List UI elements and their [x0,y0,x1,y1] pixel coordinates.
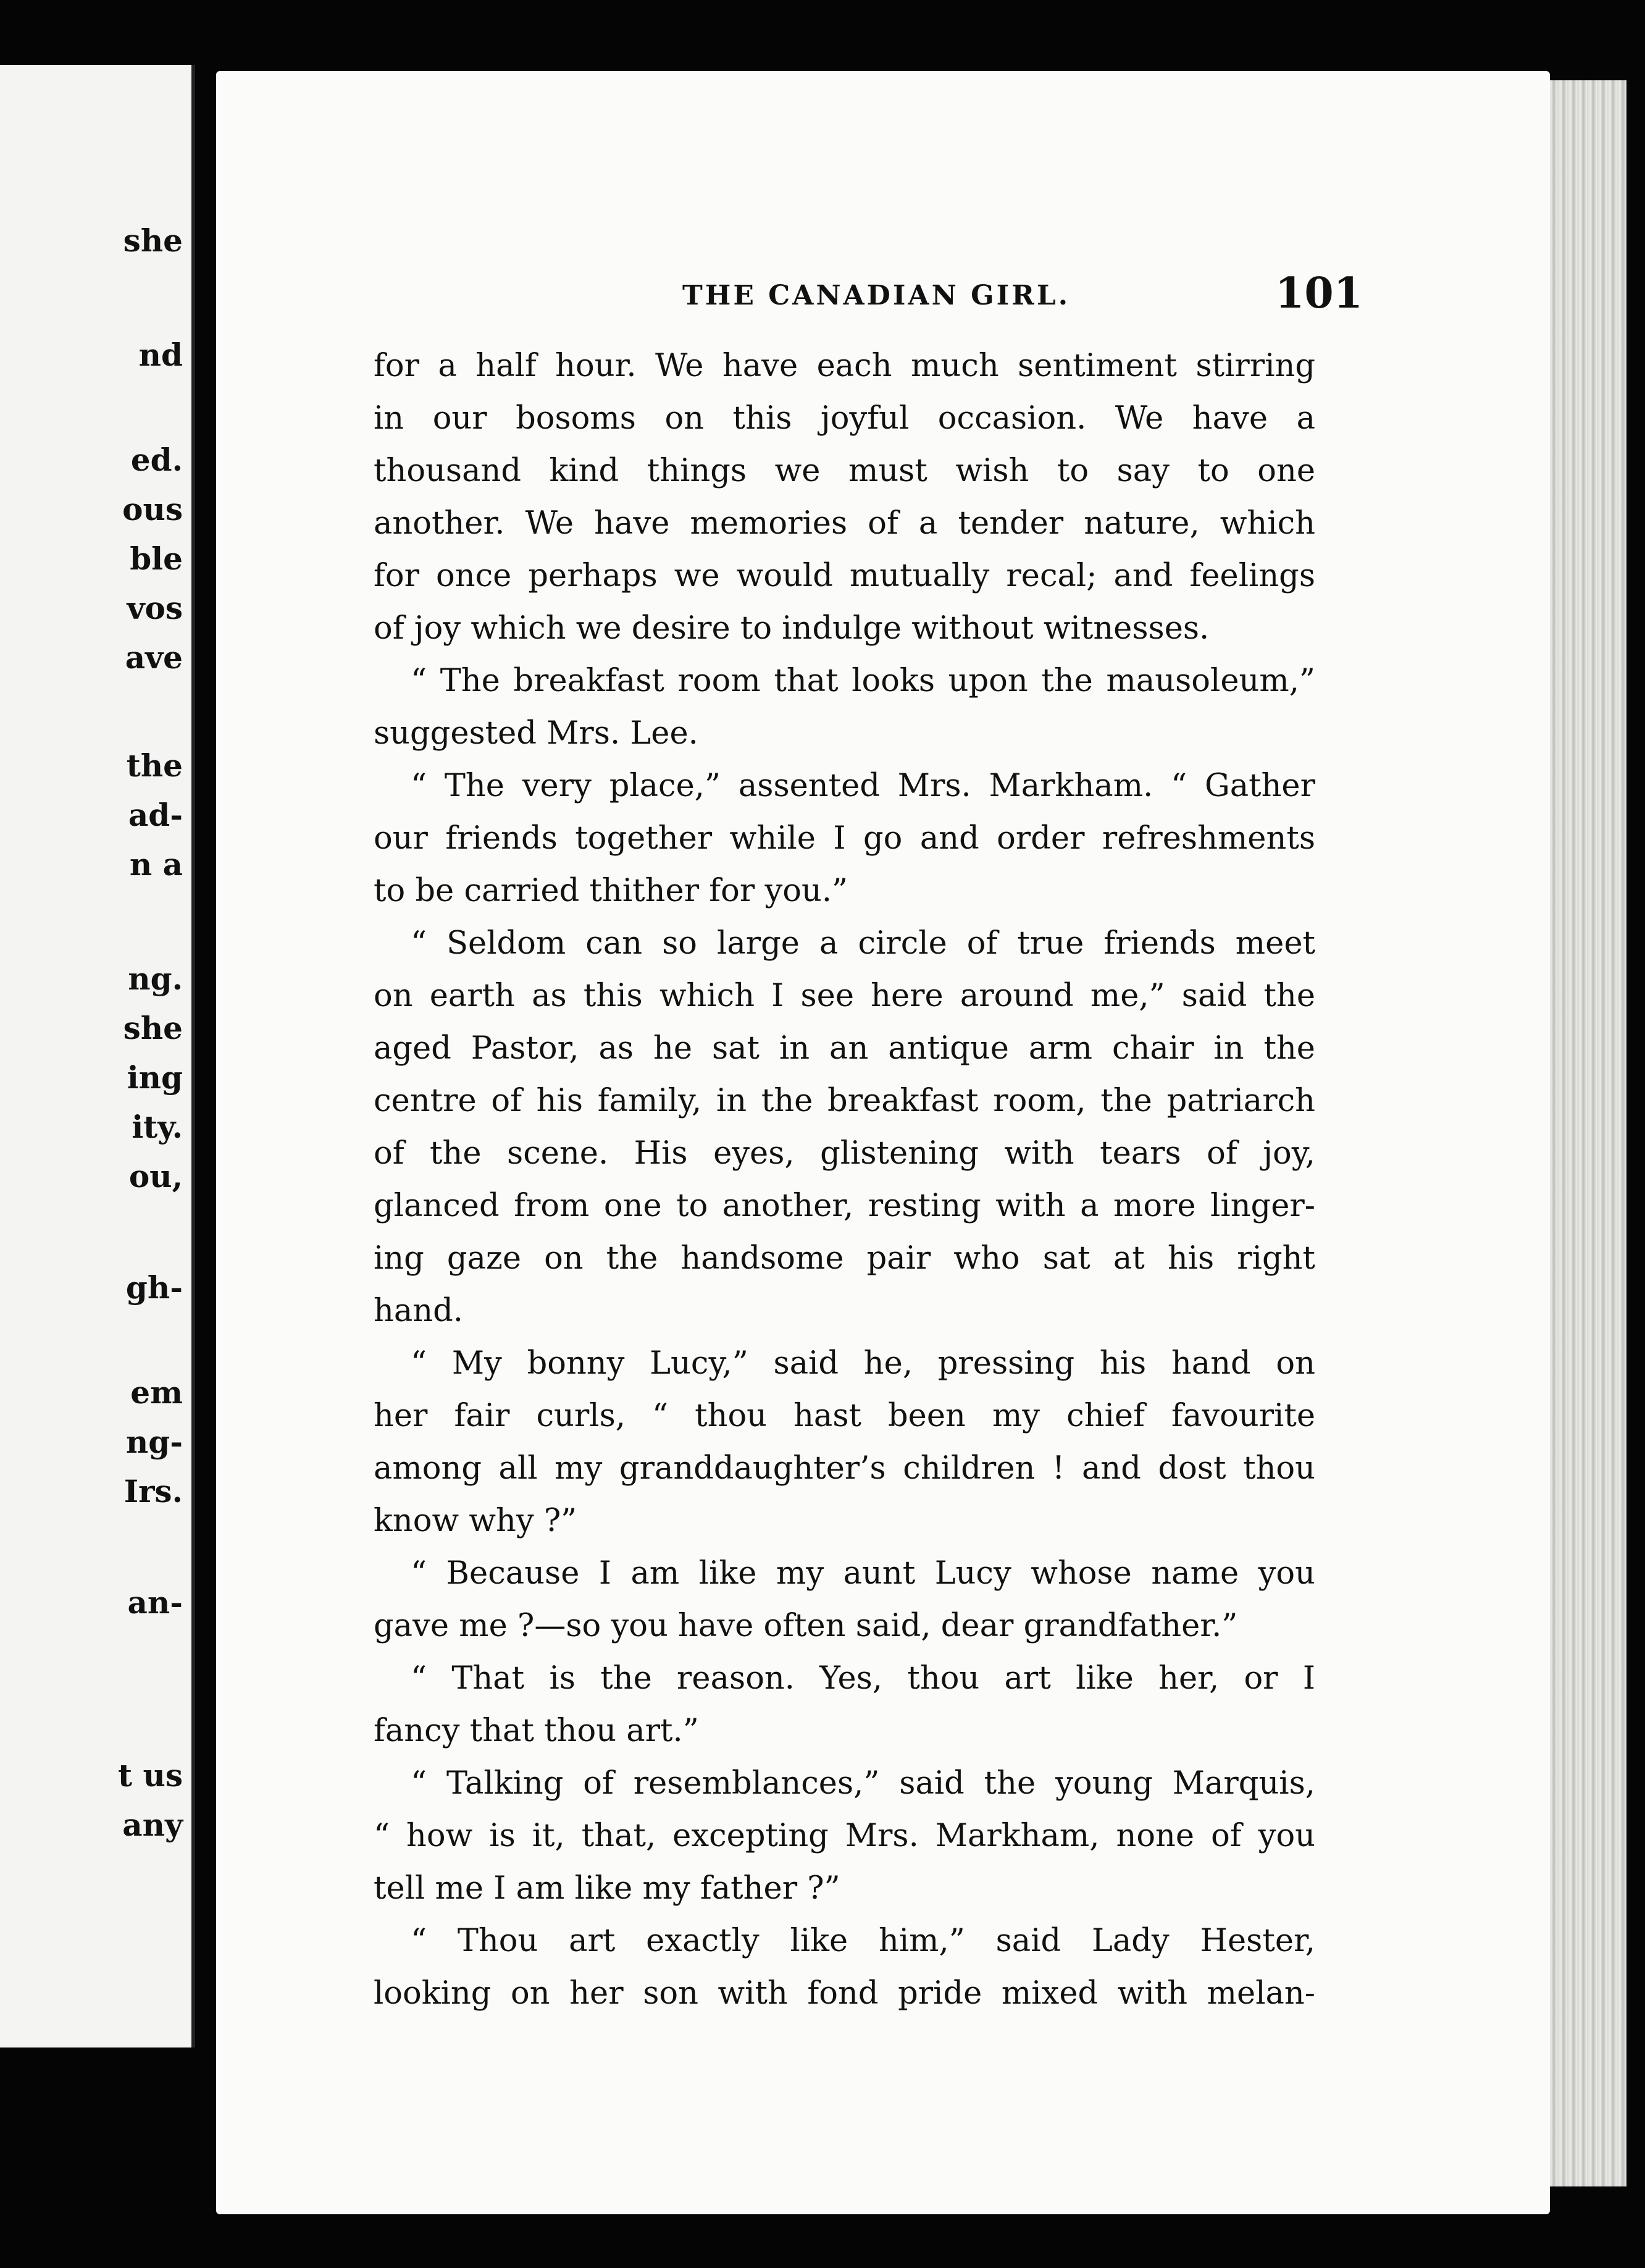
left-page-fragment: ed. [130,442,183,478]
left-page-fragment: ble [130,540,183,577]
text-line: our friends together while I go and order refreshments [374,820,1315,857]
text-line: “ Talking of resemblances,” said the young Marquis, [411,1765,1315,1802]
left-page-fragment: nd [138,337,183,373]
text-line: “ how is it, that, excepting Mrs. Markham, none of you [374,1818,1315,1854]
text-line: gave me ?—so you have often said, dear grandfather.” [374,1608,1238,1644]
text-line: “ That is the reason. Yes, thou art like her, or I [411,1660,1315,1697]
text-line: “ Thou art exactly like him,” said Lady Hester, [411,1923,1315,1959]
text-line: fancy that thou art.” [374,1713,699,1749]
left-page-fragment: ous [122,491,183,527]
text-line: “ The very place,” assented Mrs. Markham. “ Gather [411,768,1315,804]
text-line: for a half hour. We have each much sentiment stirring [374,348,1315,384]
left-page-fragment: t us [117,1757,183,1794]
left-page-fragment: ity. [132,1109,183,1145]
text-line: ing gaze on the handsome pair who sat at his right [374,1240,1315,1277]
text-line: looking on her son with fond pride mixed with melan- [374,1975,1315,2012]
running-head: THE CANADIAN GIRL. [682,280,1071,311]
text-line: “ The breakfast room that looks upon the mausoleum,” [411,663,1315,699]
text-line: “ Seldom can so large a circle of true friends meet [411,925,1315,962]
left-page-text-fragments [0,65,191,2048]
left-page-fragment: any [122,1807,183,1843]
left-page-fragment: ave [125,639,183,676]
book-page [216,71,1550,2214]
text-line: another. We have memories of a tender nature, which [374,505,1315,542]
text-line: on earth as this which I see here around me,” said the [374,978,1315,1014]
left-page-fragment: ng. [128,960,183,997]
left-page-fragment: ad- [128,797,183,833]
left-page-fragment: the [126,747,183,784]
text-line: of joy which we desire to indulge without witnesses. [374,610,1210,647]
text-line: for once perhaps we would mutually recal; and feelings [374,558,1315,594]
left-page-fragment: em [130,1374,183,1411]
page-header [216,269,1550,318]
left-facing-page [0,65,195,2048]
text-line: glanced from one to another, resting with a more linger- [374,1188,1315,1224]
left-page-fragment: ing [127,1059,183,1096]
body-text [374,340,1315,2020]
text-line: thousand kind things we must wish to say to one [374,453,1315,489]
text-line: suggested Mrs. Lee. [374,715,698,752]
left-page-fragment: n a [129,846,183,883]
left-page-fragment: vos [127,590,183,626]
left-page-fragment: gh- [125,1269,183,1306]
text-line: of the scene. His eyes, glistening with tears of joy, [374,1135,1315,1172]
left-page-fragment: she [123,222,183,259]
left-page-fragment: ou, [128,1158,183,1195]
text-line: in our bosoms on this joyful occasion. We have a [374,400,1315,437]
text-line: tell me I am like my father ?” [374,1870,840,1907]
text-line: her fair curls, “ thou hast been my chief favourite [374,1398,1315,1434]
page-number: 101 [1275,269,1363,318]
text-line: centre of his family, in the breakfast room, the patriarch [374,1083,1315,1119]
text-line: to be carried thither for you.” [374,873,848,909]
left-page-fragment: she [123,1010,183,1046]
left-page-fragment: an- [127,1584,183,1621]
left-page-fragment: ng- [125,1424,183,1460]
text-line: “ My bonny Lucy,” said he, pressing his hand on [411,1345,1315,1382]
text-line: know why ?” [374,1503,577,1539]
left-page-fragment: Irs. [123,1473,183,1510]
text-line: aged Pastor, as he sat in an antique arm chair in the [374,1030,1315,1067]
text-line: hand. [374,1293,463,1329]
text-line: among all my granddaughter’s children ! and dost thou [374,1450,1315,1487]
text-line: “ Because I am like my aunt Lucy whose name you [411,1555,1315,1592]
